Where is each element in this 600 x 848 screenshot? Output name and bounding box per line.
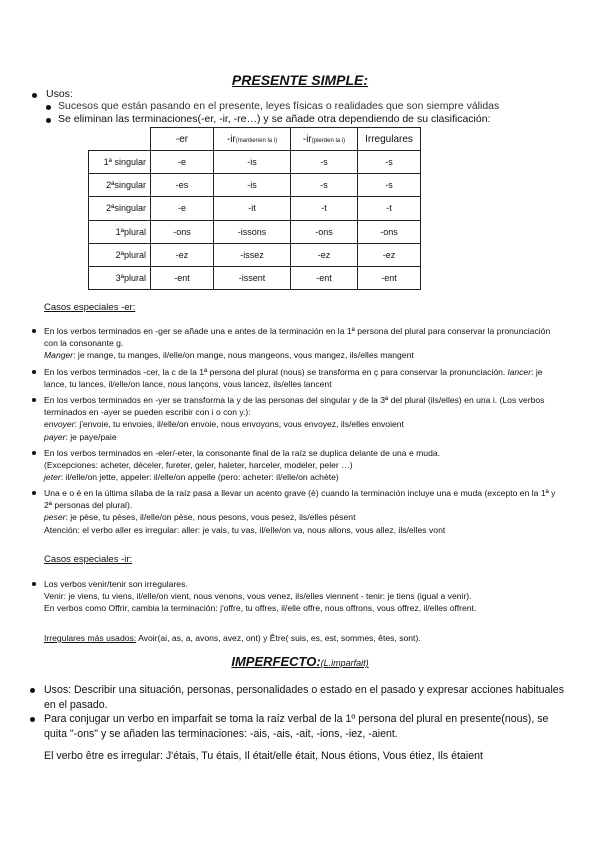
casos-ir-heading: Casos especiales -ir: — [44, 554, 133, 565]
header-irregulares: Irregulares — [358, 128, 421, 151]
bullet-icon — [32, 582, 36, 586]
table-row: 3ªplural -ent -issent -ent -ent — [89, 266, 421, 289]
header-ir-mantienen: -ir(mantienen la i) — [214, 128, 291, 151]
usos-label: Usos: — [46, 88, 73, 100]
imperfecto-etre: El verbo être es irregular: J'étais, Tu étais, Il était/elle était, Nous étions, Vous étiez, Ils étaient — [44, 750, 483, 762]
bullet-icon — [32, 370, 36, 374]
table-row: 1ªplural -ons -issons -ons -ons — [89, 220, 421, 243]
header-er: -er — [151, 128, 214, 151]
table-row: 2ªsingular -es -is -s -s — [89, 174, 421, 197]
casos-er-item: En los verbos terminados en -eler/-eter, la consonante final de la raíz se duplica delante de una e muda. (Excepciones: acheter, déceler, fureter, geler, haleter, harceler, modeler, peler …) jeter: il/elle/on jette, appeler: il/elle/on appelle (pero: acheter: il/elle/on achète) — [44, 447, 564, 484]
usos-item: Se eliminan las terminaciones(-er, -ir, -re…) y se añade otra dependiendo de su clasificación: — [58, 113, 490, 125]
casos-er-item: En los verbos terminados en -yer se transforma la y de las personas del singular y de la 3ª del plural (ils/elles) en una i. (Los verbos terminados en -ayer se pueden escribir con i o con y.): envoyer: j'envoie, tu envoies, il/elle/on envoie, nous envoyons, vous envoyez, ils/elles envoient payer: je paye/paie — [44, 394, 564, 443]
table-row: 1ª singular -e -is -s -s — [89, 151, 421, 174]
page-title: PRESENTE SIMPLE: — [231, 72, 369, 88]
bullet-icon — [32, 491, 36, 495]
header-ir-pierden: -ir(pierden la i) — [291, 128, 358, 151]
bullet-icon — [30, 688, 35, 693]
irregulares-line: Irregulares más usados: Avoir(ai, as, a, avons, avez, ont) y Être( suis, es, est, sommes, êtes, sont). — [44, 633, 421, 643]
table-row: 2ªsingular -e -it -t -t — [89, 197, 421, 220]
bullet-icon — [32, 398, 36, 402]
casos-ir-item: Los verbos venir/tenir son irregulares. Venir: je viens, tu viens, il/elle/on vient, nous venons, vous venez, ils/elles viennent - tenir: je tiens (igual a venir). En verbos como Offrir, cambia la terminación: j'offre, tu offres, il/elle offre, nous offrons, vous offrez, il/elles offrent. — [44, 578, 569, 615]
table-row: 2ªplural -ez -issez -ez -ez — [89, 243, 421, 266]
bullet-icon — [32, 451, 36, 455]
casos-er-item: Una e o é en la última sílaba de la raíz pasa a llevar un acento grave (è) cuando la terminación incluye una e muda (excepto en la 1ª y 2ª personas del plural). peser: je pèse, tu pèses, il/elle/on pèse, nous pesons, vous pesez, ils/elles pèsent Atención: el verbo aller es irregular: aller: je vais, tu vas, il/elle/on va, nous allons, vous allez, ils/elles vont — [44, 487, 564, 536]
casos-er-item: En los verbos terminados -cer, la c de la 1ª persona del plural (nous) se transforma en ç para conservar la pronunciación. lancer: je lance, tu lances, il/elle/on lance, nous lançons, vous lancez, ils/elles lancent — [44, 366, 564, 390]
terminaciones-table — [88, 127, 421, 290]
casos-er-heading: Casos especiales -er: — [44, 302, 136, 313]
bullet-icon — [46, 105, 51, 110]
usos-item: Sucesos que están pasando en el presente, leyes físicas o realidades que son siempre válidas — [58, 100, 499, 112]
bullet-icon — [32, 329, 36, 333]
casos-er-item: En los verbos terminados en -ger se añade una e antes de la terminación en la 1ª persona del plural para conservar la pronunciación con la consonante g. Manger: je mange, tu manges, il/elle/on mange, nous mangeons, vous mangez, ils/elles mangent — [44, 325, 564, 362]
bullet-icon — [32, 93, 37, 98]
imperfecto-item: Usos: Describir una situación, personas, personalidades o estado en el pasado y expresar acciones habituales en el pasado. — [44, 683, 564, 713]
bullet-icon — [46, 118, 51, 123]
table-header-row — [89, 128, 421, 151]
imperfecto-item: Para conjugar un verbo en imparfait se toma la raíz verbal de la 1º persona del plural en presente(nous), se quita "-ons" y se añaden las terminaciones: -ais, -ais, -ait, -ions, -iez, -aient. — [44, 712, 574, 742]
bullet-icon — [30, 717, 35, 722]
imperfecto-title: IMPERFECTO:(L.imparfait) — [231, 654, 369, 669]
